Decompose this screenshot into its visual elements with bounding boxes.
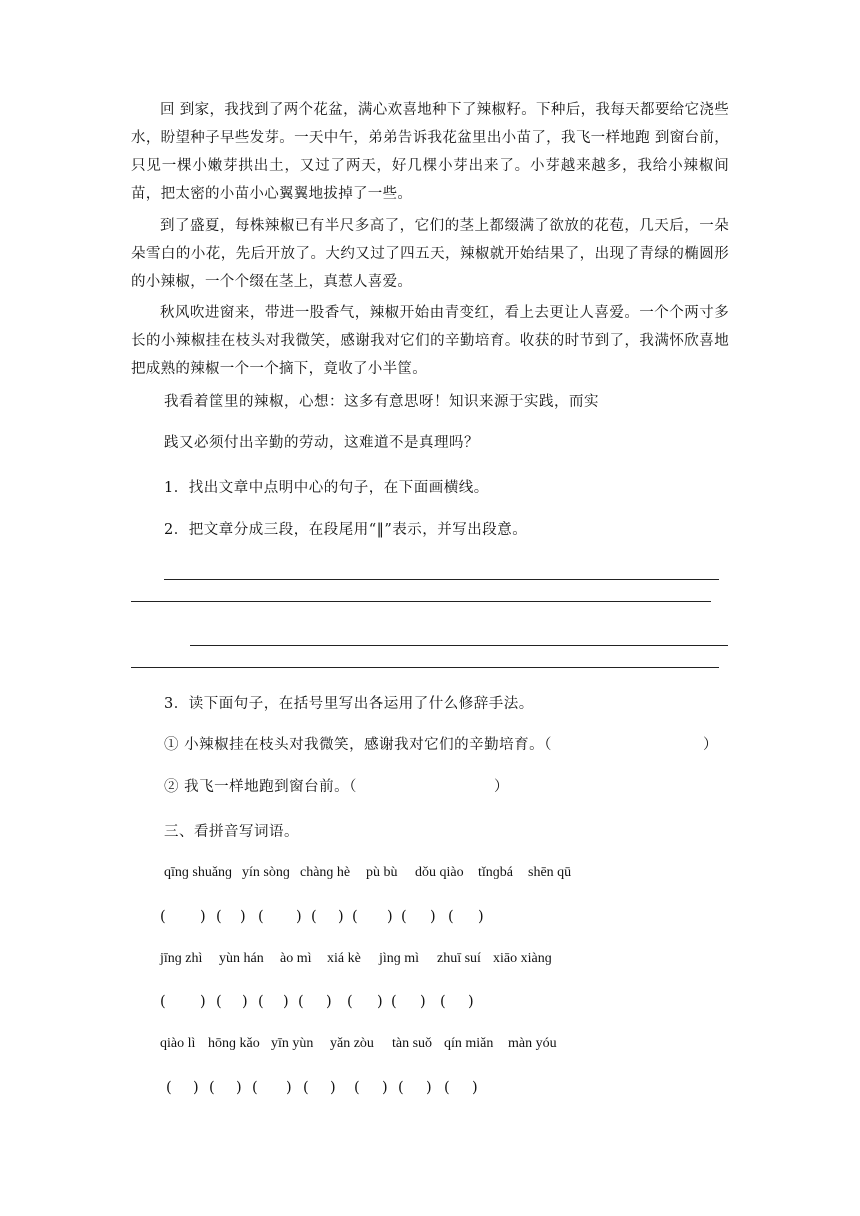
passage-paragraph-2: 到了盛夏，每株辣椒已有半尺多高了，它们的茎上都缀满了欲放的花苞，几天后，一朵朵雪白的小花，先后开放了。大约又过了四五天，辣椒就开始结果了，出现了青绿的椭圆形的小辣椒，一个个缀在茎上，真惹人喜爱。 [131, 218, 729, 290]
open-paren: ( [311, 909, 317, 925]
close-paren: ) [478, 909, 484, 925]
pinyin-word: xiāo xiànɡ [493, 951, 552, 966]
open-paren: ( [352, 909, 358, 925]
question-3-item-2-close: ） [494, 779, 509, 795]
passage-paragraph-1: 回 到家，我找到了两个花盆，满心欢喜地种下了辣椒籽。下种后，我每天都要给它浇些水，盼望种子早些发芽。一天中午，弟弟告诉我花盆里出小苗了，我飞一样地跑 到窗台前，只见一棵小嫩芽拱出土，又过了两天，好几棵小芽出来了。小芽越来越多，我给小辣椒间苗，把太密的小苗小心翼翼地拔掉了一些。 [131, 102, 729, 202]
pinyin-word: tǐnɡbá [478, 865, 513, 880]
question-3: 3．读下面句子，在括号里写出各运用了什么修辞手法。 [164, 696, 534, 712]
open-paren: ( [448, 909, 454, 925]
open-paren: ( [216, 909, 222, 925]
closing-line-1: 我看着筐里的辣椒，心想：这多有意思呀！知识来源于实践，而实 [164, 394, 599, 410]
passage-paragraph-3: 秋风吹进窗来，带进一股香气，辣椒开始由青变红，看上去更让人喜爱。一个个两寸多长的小辣椒挂在枝头对我微笑，感谢我对它们的辛勤培育。收获的时节到了，我满怀欣喜地把成熟的辣椒一个一个摘下，竟收了小半筐。 [131, 305, 729, 377]
open-paren: ( [160, 909, 166, 925]
close-paren: ) [200, 909, 206, 925]
pinyin-word: qín miǎn [444, 1036, 494, 1051]
question-3-item-1-text: ① 小辣椒挂在枝头对我微笑，感谢我对它们的辛勤培育。（ [164, 737, 552, 753]
pinyin-word: zhuī suí [437, 951, 481, 966]
close-paren: ) [420, 994, 426, 1010]
pinyin-row-1 [0, 865, 860, 885]
pinyin-word: màn yóu [508, 1036, 557, 1051]
open-paren: ( [252, 1080, 258, 1096]
pinyin-word: qiào lì [160, 1036, 196, 1051]
pinyin-word: xiá kè [327, 951, 361, 966]
pinyin-word: yùn hán [219, 951, 264, 966]
close-paren: ) [426, 1080, 432, 1096]
close-paren: ) [338, 909, 344, 925]
question-3-item-1 [164, 735, 552, 755]
open-paren: ( [391, 994, 397, 1010]
close-paren: ) [377, 994, 383, 1010]
close-paren: ) [330, 1080, 336, 1096]
closing-line-2: 践又必须付出辛勤的劳动，这难道不是真理吗？ [164, 435, 479, 451]
question-2: 2．把文章分成三段，在段尾用“‖”表示，并写出段意。 [164, 522, 528, 538]
open-paren: ( [258, 909, 264, 925]
open-paren: ( [258, 994, 264, 1010]
answer-line-3[interactable] [190, 645, 728, 646]
open-paren: ( [401, 909, 407, 925]
pinyin-word: yín sònɡ [242, 865, 290, 880]
question-3-item-1-close: ） [703, 737, 718, 753]
close-paren: ) [296, 909, 302, 925]
close-paren: ) [242, 994, 248, 1010]
pinyin-word: pù bù [366, 865, 398, 880]
pinyin-word: hōnɡ kǎo [208, 1036, 260, 1051]
close-paren: ) [286, 1080, 292, 1096]
close-paren: ) [326, 994, 332, 1010]
open-paren: ( [166, 1080, 172, 1096]
answer-paren-row-3[interactable] [0, 1080, 860, 1100]
pinyin-word: jìnɡ mì [379, 951, 420, 966]
pinyin-word: jīnɡ zhì [160, 951, 203, 966]
close-paren: ) [468, 994, 474, 1010]
answer-paren-row-2[interactable] [0, 994, 860, 1014]
pinyin-word: ào mì [280, 951, 312, 966]
close-paren: ) [283, 994, 289, 1010]
close-paren: ) [472, 1080, 478, 1096]
close-paren: ) [236, 1080, 242, 1096]
open-paren: ( [444, 1080, 450, 1096]
pinyin-word: dǒu qiào [415, 865, 464, 880]
close-paren: ) [200, 994, 206, 1010]
close-paren: ) [382, 1080, 388, 1096]
open-paren: ( [354, 1080, 360, 1096]
pinyin-word: yīn yùn [271, 1036, 314, 1051]
question-1: 1．找出文章中点明中心的句子，在下面画横线。 [164, 480, 489, 496]
close-paren: ) [387, 909, 393, 925]
close-paren: ) [430, 909, 436, 925]
open-paren: ( [398, 1080, 404, 1096]
answer-paren-row-1[interactable] [0, 909, 860, 929]
pinyin-row-3 [0, 1036, 860, 1056]
open-paren: ( [298, 994, 304, 1010]
answer-line-1[interactable] [164, 579, 719, 580]
pinyin-word: chànɡ hè [300, 865, 351, 880]
section-3-title: 三、看拼音写词语。 [164, 824, 299, 840]
pinyin-row-2 [0, 951, 860, 971]
close-paren: ) [193, 1080, 199, 1096]
pinyin-word: tàn suǒ [392, 1036, 433, 1051]
open-paren: ( [160, 994, 166, 1010]
pinyin-word: shēn qū [528, 865, 572, 880]
answer-line-4[interactable] [131, 667, 719, 668]
question-3-item-2: ② 我飞一样地跑到窗台前。（ [164, 779, 357, 795]
answer-line-2[interactable] [131, 601, 711, 602]
open-paren: ( [440, 994, 446, 1010]
pinyin-word: yǎn zòu [330, 1036, 374, 1051]
open-paren: ( [209, 1080, 215, 1096]
pinyin-word: qīnɡ shuǎnɡ [164, 865, 233, 880]
close-paren: ) [240, 909, 246, 925]
open-paren: ( [303, 1080, 309, 1096]
open-paren: ( [347, 994, 353, 1010]
open-paren: ( [216, 994, 222, 1010]
